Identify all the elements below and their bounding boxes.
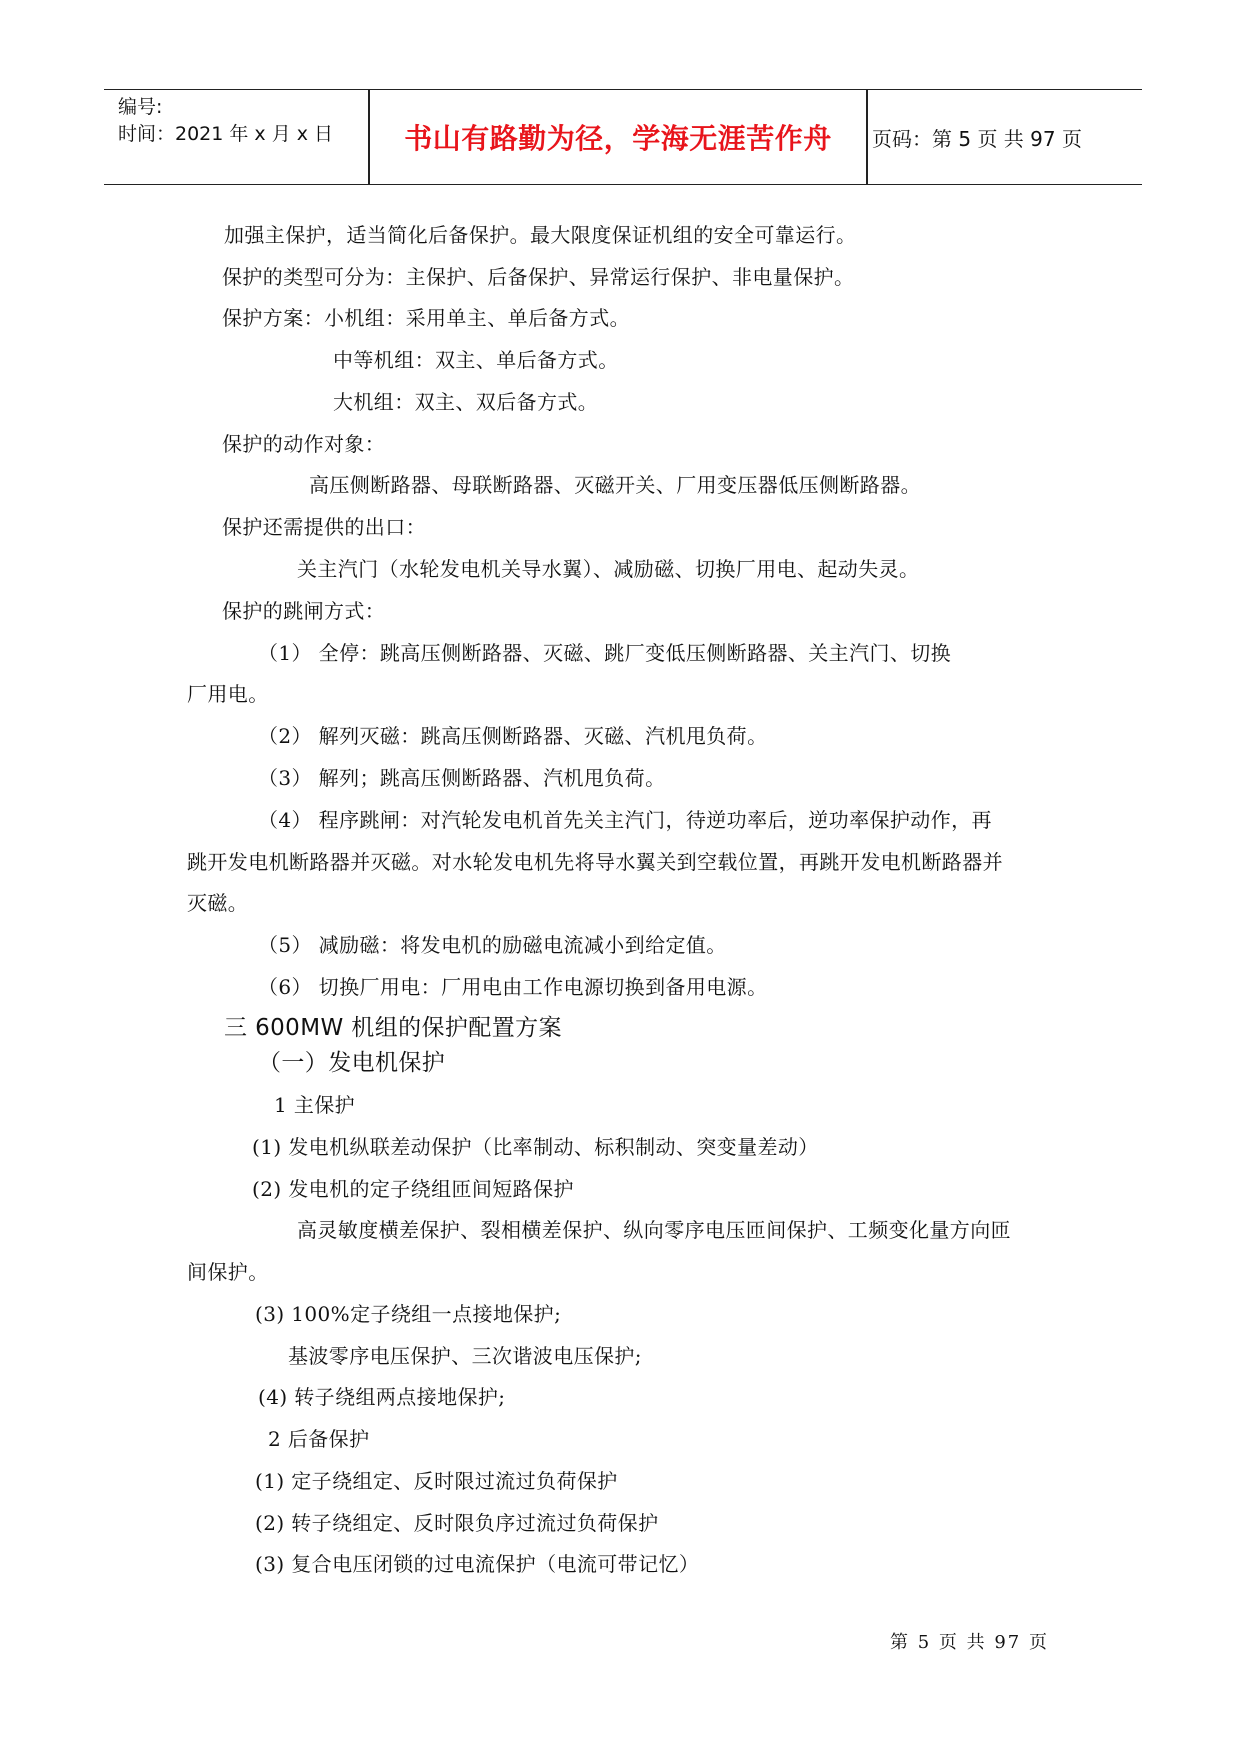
- text-line: 保护的跳闸方式：: [222, 599, 386, 623]
- header-divider-right: [866, 90, 868, 184]
- text-line: （1） 全停：跳高压侧断路器、灭磁、跳厂变低压侧断路器、关主汽门、切换: [258, 641, 952, 665]
- text-line: (2) 转子绕组定、反时限负序过流过负荷保护: [255, 1511, 659, 1535]
- text-line: （6） 切换厂用电：厂用电由工作电源切换到备用电源。: [258, 975, 768, 999]
- text-line: （5） 减励磁：将发电机的励磁电流减小到给定值。: [258, 933, 727, 957]
- text-line: （4） 程序跳闸：对汽轮发电机首先关主汽门，待逆功率后，逆功率保护动作，再: [258, 808, 992, 832]
- text-line: 保护方案：小机组：采用单主、单后备方式。: [222, 306, 630, 330]
- subsection-heading: （一）发电机保护: [258, 1050, 446, 1076]
- text-line: （3） 解列；跳高压侧断路器、汽机甩负荷。: [258, 766, 666, 790]
- text-line: (3) 复合电压闭锁的过电流保护（电流可带记忆）: [255, 1552, 700, 1576]
- text-line: 1 主保护: [274, 1093, 356, 1117]
- text-line: 保护的动作对象：: [222, 432, 386, 456]
- text-line: 厂用电。: [187, 682, 269, 706]
- header-motto: 书山有路勤为径，学海无涯苦作舟: [404, 122, 832, 155]
- document-number-label: 编号:: [118, 96, 163, 118]
- text-line: 中等机组：双主、单后备方式。: [333, 348, 619, 372]
- text-line: (1) 发电机纵联差动保护（比率制动、标积制动、突变量差动）: [252, 1135, 819, 1159]
- text-line: (4) 转子绕组两点接地保护;: [258, 1385, 506, 1409]
- text-line: 大机组：双主、双后备方式。: [333, 390, 599, 414]
- text-line: 加强主保护，适当简化后备保护。最大限度保证机组的安全可靠运行。: [224, 223, 857, 247]
- text-line: 保护的类型可分为：主保护、后备保护、异常运行保护、非电量保护。: [222, 265, 855, 289]
- text-line: 关主汽门（水轮发电机关导水翼）、减励磁、切换厂用电、起动失灵。: [297, 557, 920, 581]
- text-line: 间保护。: [187, 1260, 269, 1284]
- text-line: 高灵敏度横差保护、裂相横差保护、纵向零序电压匝间保护、工频变化量方向匝: [297, 1218, 1011, 1242]
- header-page-info: 页码：第 5 页 共 97 页: [872, 126, 1082, 151]
- text-line: 保护还需提供的出口：: [222, 515, 426, 539]
- text-line: 2 后备保护: [268, 1427, 370, 1451]
- page-header: [104, 89, 1142, 185]
- text-line: （2） 解列灭磁：跳高压侧断路器、灭磁、汽机甩负荷。: [258, 724, 768, 748]
- text-line: 基波零序电压保护、三次谐波电压保护;: [288, 1344, 642, 1368]
- header-meta: [118, 94, 368, 148]
- text-line: (3) 100%定子绕组一点接地保护;: [255, 1302, 562, 1326]
- document-time-label: 时间：2021 年 x 月 x 日: [118, 123, 334, 145]
- text-line: (1) 定子绕组定、反时限过流过负荷保护: [255, 1469, 618, 1493]
- text-line: 跳开发电机断路器并灭磁。对水轮发电机先将导水翼关到空载位置，再跳开发电机断路器并: [187, 850, 1003, 874]
- page-footer: 第 5 页 共 97 页: [890, 1632, 1049, 1653]
- text-line: 灭磁。: [187, 891, 249, 915]
- text-line: 高压侧断路器、母联断路器、灭磁开关、厂用变压器低压侧断路器。: [309, 473, 921, 497]
- section-heading: 三 600MW 机组的保护配置方案: [224, 1015, 562, 1041]
- text-line: (2) 发电机的定子绕组匝间短路保护: [252, 1177, 574, 1201]
